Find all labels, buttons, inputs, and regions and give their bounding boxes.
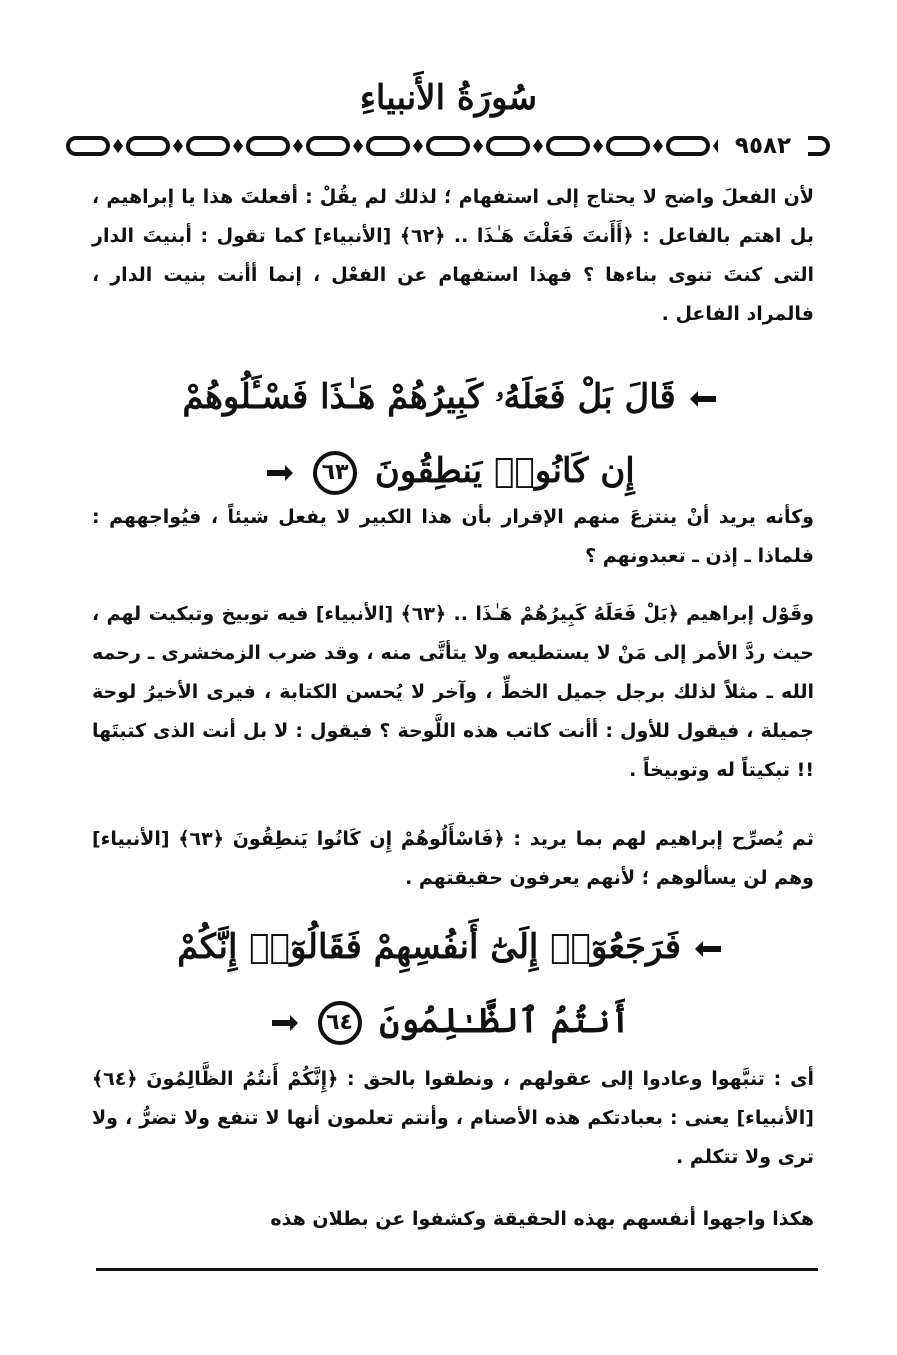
ayah-64-block (150, 910, 750, 1058)
ayah-63-line-2 (150, 434, 750, 508)
paragraph-4: ثم يُصرِّح إبراهيم لهم بما يريد : ﴿فَاسْأَلُوهُمْ إِن كَانُوا يَنطِقُونَ ﴿٦٣﴾ [الأنبياء] وهم لن يسألوهم ؛ لأنهم يعرفون حقيقتهم . (92, 828, 814, 889)
ayah-64-number: ٦٤ (318, 1001, 362, 1045)
ornament-close-icon (270, 1012, 300, 1034)
ayah-64-line-1 (150, 910, 750, 984)
paragraph-3: وقَوْل إبراهيم ﴿بَلْ فَعَلَهُ كَبِيرُهُمْ هَـٰذَا .. ﴿٦٣﴾ [الأنبياء] فيه توبيخ وتبكيت لهم ، حيث ردَّ الأمر إلى مَنْ لا يستطيعه ولا يتأتَّى منه ، وقد ضرب الزمخشرى ـ رحمه الله ـ مثلاً لذلك برجل جميل الخطِّ ، وآخر لا يُحسن الكتابة ، فيرى الأخيرُ لوحة جميلة ، فيقول للأول : أأنت كاتب هذه اللَّوحة ؟ فيقول : لا بل أنت الذى كتبتَها !! تبكيتاً له وتوبيخاً . (92, 603, 815, 781)
ornament-close-icon (265, 462, 295, 484)
ayah-63-block (150, 360, 750, 508)
footer-rule (96, 1268, 818, 1271)
ayah-63-text-1: قَالَ بَلْ فَعَلَهُۥ كَبِيرُهُمْ هَـٰذَا فَسْـَٔلُوهُمْ (182, 377, 676, 417)
ayah-64-text-2: أَنتُمُ ٱلظَّـٰلِمُونَ (379, 1001, 631, 1041)
ayah-64-text-1: فَرَجَعُوٓا۟ إِلَىٰٓ أَنفُسِهِمْ فَقَالُوٓا۟ إِنَّكُمْ (177, 927, 682, 967)
header-chain-ornament (62, 128, 832, 164)
paragraph-2: وكأنه يريد أنْ ينتزعَ منهم الإقرار بأن هذا الكبير لا يفعل شيئاً ، فيُواجههم : فلماذا ـ إذن ـ تعبدونهم ؟ (92, 506, 814, 567)
ornament-open-icon (688, 388, 718, 410)
ayah-63-text-2: إِن كَانُوا۟ يَنطِقُونَ (374, 451, 635, 491)
paragraph-5: أى : تنبَّهوا وعادوا إلى عقولهم ، ونطقوا بالحق : ﴿إِنَّكُمْ أَنتُمُ الظَّالِمُونَ ﴿٦٤﴾ [الأنبياء] يعنى : بعبادتكم هذه الأصنام ، وأنتم تعلمون أنها لا تنفع ولا تضرُّ ، ولا ترى ولا تتكلم . (92, 1068, 814, 1168)
ornament-open-icon (693, 938, 723, 960)
page-number: ٩٥٨٢ (718, 128, 808, 164)
paragraph-6: هكذا واجهوا أنفسهم بهذه الحقيقة وكشفوا عن بطلان هذه (270, 1208, 814, 1230)
ayah-64-line-2 (150, 984, 750, 1058)
paragraph-1: لأن الفعلَ واضح لا يحتاج إلى استفهام ؛ لذلك لم يقُلْ : أفعلتَ هذا يا إبراهيم ، بل اهتم بالفاعل : ﴿أَأَنتَ فَعَلْتَ هَـٰذَا .. ﴿٦٢﴾ [الأنبياء] كما تقول : أبنيتَ الدار التى كنتَ تنوى بناءها ؟ فهذا استفهام عن الفعْل ، إنما أأنت بنيت الدار ، فالمراد الفاعل . (92, 186, 815, 325)
surah-title: سُورَةُ الأَنبياءِ (359, 78, 538, 118)
ayah-63-line-1 (150, 360, 750, 434)
ayah-63-number: ٦٣ (313, 451, 357, 495)
